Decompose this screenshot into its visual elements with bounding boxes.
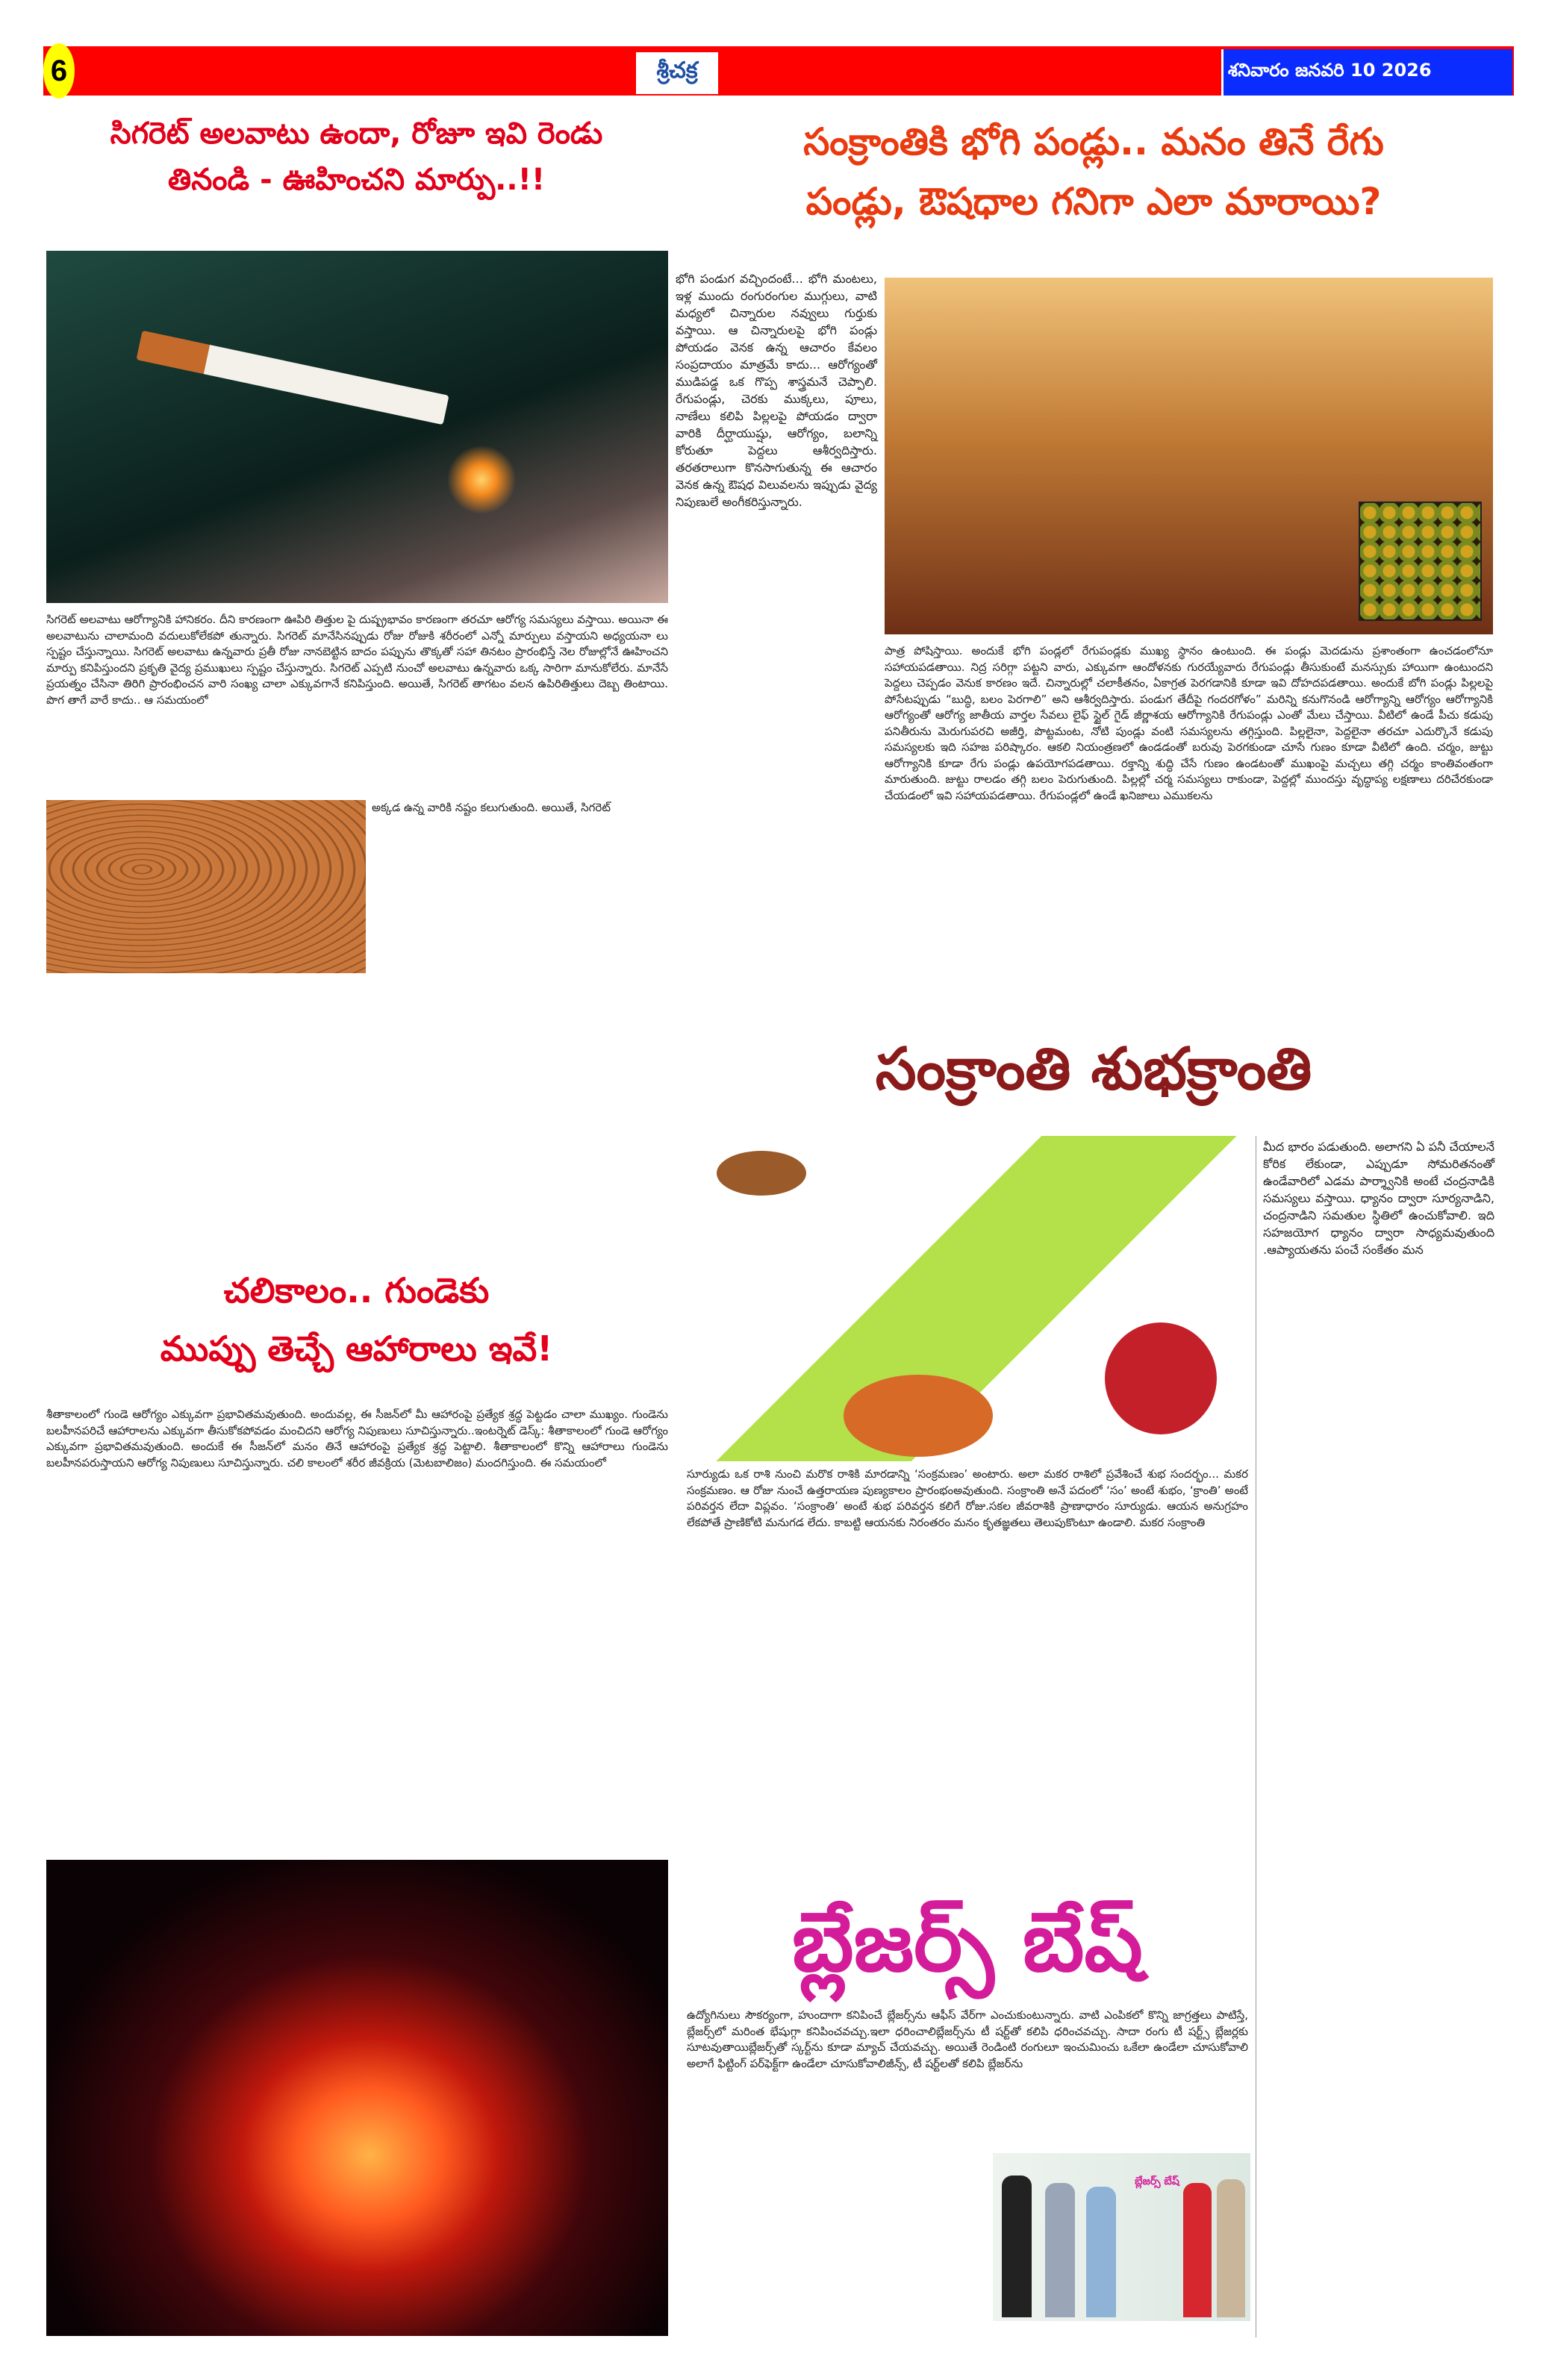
headline-line: ముప్పు తెచ్చే ఆహారాలు ఇవే! [160, 1328, 553, 1369]
page-number-badge: 6 [43, 43, 75, 99]
blazers-headline: బ్లేజర్స్ బేష్ [792, 1894, 1143, 1990]
clay-pot [1105, 1322, 1217, 1434]
winter-heart-body: శీతాకాలంలో గుండె ఆరోగ్యం ఎక్కువగా ప్రభావితమవుతుంది. అందువల్ల, ఈ సీజన్‌లో మీ ఆహారంపై ప్రత్యేక శ్రద్ధ పెట్టడం చాలా ముఖ్యం. గుండెను బలహీనపరిచే ఆహారాలను ఎక్కువగా తీసుకోకపోవడం మంచిదని ఆరోగ్య నిపుణులు సూచిస్తున్నారు..ఇంటర్నెట్ డెస్క్: శీతాకాలంలో గుండె ఆరోగ్యం ఎక్కువగా ప్రభావితమవుతుంది. అందుకే ఈ సీజన్‌లో మనం తినే ఆహారంపై ప్రత్యేక శ్రద్ధ పెట్టాలి. శీతాకాలంలో కొన్ని ఆహారాలు గుండెను బలహీనపరుస్తాయని ఆరోగ్య నిపుణులు సూచిస్తున్నారు. చలి కాలంలో శరీర జీవక్రియ (మెటబాలిజం) మందగిస్తుంది. ఈ సమయంలో [46, 1408, 668, 1469]
issue-date: శనివారం జనవరి 10 2026 [1221, 49, 1512, 96]
bhogi-headline [687, 112, 1500, 231]
sankranti-body: సూర్యుడు ఒక రాశి నుంచి మరొక రాశికి మారడాన్ని ‘సంక్రమణం’ అంటారు. అలా మకర రాశిలో ప్రవేశించే శుభ సందర్భం... మకర సంక్రమణం. ఆ రోజు నుంచే ఉత్తరాయణ పుణ్యకాలం ప్రారంభంఅవుతుంది. సంక్రాంతి అనే పదంలో ‘సం’ అంటే శుభం, ‘క్రాంతి’ అంటే పరివర్తన లేదా విప్లవం. ‘సంక్రాంతి’ అంటే శుభ పరివర్తన కలిగే రోజు.సకల జీవరాశికి ప్రాణాధారం సూర్యుడు. ఆయన అనుగ్రహం లేకపోతే ప్రాణికోటి మనుగడ లేదు. కాబట్టి ఆయనకు నిరంతరం మనం కృతజ్ఞతలు తెలుపుకొంటూ ఉండాలి. మకర సంక్రాంతి [687, 1467, 1248, 1529]
newspaper-logo: శ్రీచక్ర [636, 52, 718, 94]
model-figure [1183, 2183, 1212, 2317]
model-figure [1217, 2179, 1245, 2317]
model-figure [1045, 2183, 1075, 2317]
sankranti-festival-photo [687, 1136, 1248, 1461]
cigarette-photo [46, 251, 668, 603]
blazers-photo [993, 2153, 1250, 2321]
cigarette-headline [45, 110, 668, 203]
model-figure [1086, 2187, 1116, 2317]
headline-line: పండ్లు, ఔషధాల గనిగా ఎలా మారాయి? [805, 180, 1382, 223]
sweets-plate [844, 1375, 993, 1457]
cigarette-body: సిగరెట్ అలవాటు ఆరోగ్యానికి హానికరం. దీని కారణంగా ఊపిరి తిత్తుల పై దుష్ప్రభావం కారణంగా తరచూ ఆరోగ్య సమస్యలు వస్తాయి. అయినా ఈ అలవాటును చాలామంది వదులుకోలేకపో తున్నారు. సిగరెట్ మానేసినప్పుడు రోజు రోజుకి శరీరంలో ఎన్నో మార్పులు వస్తాయని అధ్యయనా లు స్పష్టం చేస్తున్నాయి. సిగరెట్ అలవాటు ఉన్నవారు ప్రతీ రోజు నానబెట్టిన బాదం పప్పును తొక్కతో సహా తినటం ప్రారంభిస్తే నెల రోజుల్లోనే ఊహించని మార్పు కనిపిస్తుందని ప్రకృతి వైద్య ప్రముఖులు స్పష్టం చేస్తున్నారు. సిగరెట్ ఎప్పటి నుంచో అలవాటు ఉన్నవారు ఒక్క సారిగా మానుకోలేరు. మానేసే ప్రయత్నం చేసినా తిరిగి ప్రారంభించన వారి సంఖ్య చాలా ఎక్కువగానే కనిపిస్తుంది. అయితే, సిగరెట్ తాగటం వలన ఉపిరితిత్తులు దెబ్బ తింటాయి. పొగ తాగే వారే కాదు.. ఆ సమయంలో [46, 613, 668, 707]
almonds-photo [46, 800, 366, 973]
bhogi-column: భోగి పండుగ వచ్చిందంటే... భోగి మంటలు, ఇళ్ల ముందు రంగురంగుల ముగ్గులు, వాటి మధ్యలో చిన్నారుల నవ్వులు గుర్తుకు వస్తాయి. ఆ చిన్నారులపై భోగి పండ్లు పోయడం వెనక ఉన్న ఆచారం కేవలం సంప్రదాయం మాత్రమే కాదు... ఆరోగ్యంతో ముడిపడ్డ ఒక గొప్ప శాస్త్రమనే చెప్పాలి. రేగుపండ్లు, చెరకు ముక్కలు, పూలు, నాణేలు కలిపి పిల్లలపై పోయడం ద్వారా వారికి దీర్ఘాయుష్షు, ఆరోగ్యం, బలాన్ని కోరుతూ పెద్దలు ఆశీర్వదిస్తారు. తరతరాలుగా కొనసాగుతున్న ఈ ఆచారం వెనక ఉన్న ఔషధ విలువలను ఇప్పుడు వైద్య నిపుణులే అంగీకరిస్తున్నారు. [676, 272, 877, 509]
jujube-inset [1359, 502, 1482, 621]
model-figure [1002, 2176, 1032, 2317]
bhogi-family-photo [885, 278, 1493, 634]
cigarette-shape [136, 331, 449, 425]
bhogi-body: పాత్ర పోషిస్తాయి. అందుకే భోగి పండ్లలో రేగుపండ్లకు ముఖ్య స్థానం ఉంటుంది. ఈ పండ్లు మెదడును ప్రశాంతంగా ఉంచడంలోనూ సహాయపడతాయి. నిద్ర సరిగ్గా పట్టని వారు, ఎక్కువగా ఆందోళనకు గురయ్యేవారు రేగుపండ్లు తీసుకుంటే మనస్సుకు హాయిగా ఉంటుందని పెద్దలు చెప్పడం వెనుక కారణం ఇదే. చిన్నారుల్లో చలాకీతనం, ఏకాగ్రత పెరగడానికి కూడా ఇవి దోహదపడతాయి. అందుకే బోగి పండ్లు పిల్లలపై పోసేటప్పుడు “బుద్ధి, బలం పెరగాలి” అని ఆశీర్వదిస్తారు. పండుగ తేదీపై గందరగోళం” మరిన్ని కనుగొనండి ఆరోగ్యాన్ని ఆరోగ్యం ఆరోగ్యానికి ఆరోగ్యంతో ఆరోగ్య జాతీయ వార్తల సేవలు లైఫ్ స్టైల్ గైడ్ జీర్ణాశయ ఆరోగ్యానికి రేగుపండ్లు ఎంతో మేలు చేస్తాయి. వీటిలో ఉండే పీచు కడుపు పనితీరును మెరుగుపరచి అజీర్తి, పొట్టమంట, నోటి పుండ్లు వంటి సమస్యలను తగ్గిస్తుంది. పిల్లలైనా, పెద్దలైనా తరచూ ఎదుర్కొనే కడుపు సమస్యలకు ఇది సహజ పరిష్కారం. ఆకలి నియంత్రణలో ఉండడంతో బరువు పెరగకుండా చూసే గుణం కూడా వీటిలో ఉంది. చర్మం, జుట్టు ఆరోగ్యానికి కూడా రేగు పండ్లు ఉపయోగపడతాయి. రక్తాన్ని శుద్ధి చేసే గుణం ఉండటంతో ముఖంపై మచ్చలు తగ్గి చర్మం కాంతివంతంగా మారుతుంది. జుట్టు రాలడం తగ్గి బలం పెరుగుతుంది. పిల్లల్లో చర్మ సమస్యలు రాకుండా, పెద్దల్లో ముందస్తు వృద్ధాప్య లక్షణాలు దరిచేరకుండా చేయడంలో ఇవి సహాయపడతాయి. రేగుపండ్లలో ఉండే ఖనిజాలు ఎముకలను [885, 644, 1493, 802]
sankranti-headline: సంక్రాంతి శుభక్రాంతి [875, 1036, 1312, 1103]
headline-line: సంక్రాంతికి భోగి పండ్లు.. మనం తినే రేగు [803, 120, 1384, 163]
sankranti-column: మీద భారం పడుతుంది. అలాగని ఏ పనీ చేయాలనే కోరిక లేకుండా, ఎప్పుడూ సోమరితనంతో ఉండేవారిలో ఎడమ పార్శ్వానికి అంటే చంద్రనాడికి సమస్యలు వస్తాయి. ధ్యానం ద్వారా సూర్యనాడిని, చంద్రనాడిని సమతుల స్థితిలో ఉంచుకోవాలి. ఇది సహజయోగ ధ్యానం ద్వారా సాధ్యమవుతుంది .ఆప్యాయతను పంచే సంకేతం మన [1263, 1140, 1494, 1257]
winter-heart-headline [45, 1261, 668, 1378]
headline-line: తినండి - ఊహించని మార్పు..!! [167, 163, 546, 197]
headline-line: సిగరెట్ అలవాటు ఉందా, రోజూ ఇవి రెండు [110, 116, 603, 151]
blazers-body: ఉద్యోగినులు సౌకర్యంగా, హుందాగా కనిపించే బ్లేజర్స్‌ను ఆఫీస్ వేర్‌గా ఎంచుకుంటున్నారు. వాటి ఎంపికలో కొన్ని జాగ్రత్తలు పాటిస్తే, బ్లేజర్స్‌లో మరింత భేషుగ్గా కనిపించవచ్చు.ఇలా ధరించాలిబ్లేజర్స్‌ను టీ షర్ట్‌తో కలిపి ధరించవచ్చు. సాదా రంగు టీ షర్ట్స్ బ్లేజర్లకు సూటవుతాయిబ్లేజర్స్‌తో స్కర్ట్‌ను కూడా మ్యాచ్ చేయవచ్చు. అయితే రెండింటి రంగులూ ఇంచుమించు ఒకేలా ఉండేలా చూసుకోవాలి అలాగే ఫిట్టింగ్ పర్‌ఫెక్ట్‌గా ఉండేలా చూసుకోవాలిజీన్స్, టీ షర్ట్‌లతో కలిపి బ్లేజర్‌ను [687, 2008, 1248, 2070]
kumkum-bowl [717, 1151, 806, 1196]
headline-line: చలికాలం.. గుండెకు [223, 1270, 490, 1311]
heart-illustration [46, 1860, 668, 2336]
photo-caption: బ్లేజర్స్ బేష్ [1135, 2176, 1179, 2187]
cigarette-body-continued: అక్కడ ఉన్న వారికి నష్టం కలుగుతుంది. అయితే, సిగరెట్ [372, 801, 611, 814]
